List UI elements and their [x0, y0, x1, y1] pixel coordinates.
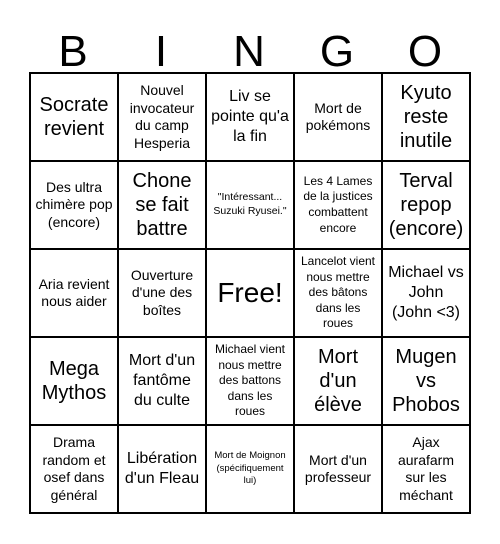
bingo-cell[interactable] — [206, 425, 294, 513]
bingo-cell[interactable] — [294, 161, 382, 249]
cell-text: Lancelot vient nous mettre des bâtons dans les roues — [300, 254, 376, 331]
bingo-cell[interactable] — [30, 161, 118, 249]
cell-text: Mort d'un élève — [314, 346, 362, 416]
cell-text: Kyuto reste inutile — [399, 82, 453, 152]
cell-text: Mort de pokémons — [305, 99, 371, 133]
header-letter-i: I — [154, 27, 168, 76]
bingo-cell[interactable] — [294, 73, 382, 161]
bingo-cell[interactable] — [382, 249, 470, 337]
cell-text: Des ultra chimère pop (encore) — [35, 178, 113, 230]
header-letter-o: O — [407, 27, 443, 76]
bingo-cell[interactable] — [382, 337, 470, 425]
bingo-cell[interactable] — [206, 337, 294, 425]
cell-text: Libération d'un Fleau — [124, 450, 200, 487]
cell-text: Michael vient nous mettre des battons dans les roues — [214, 342, 286, 419]
cell-text: Michael vs John (John <3) — [388, 264, 464, 321]
cell-text: "Intéressant... Suzuki Ryusei." — [213, 191, 287, 217]
bingo-cell[interactable] — [30, 337, 118, 425]
cell-text: Socrate revient — [39, 94, 109, 140]
cell-text: Mugen vs Phobos — [392, 346, 460, 416]
bingo-cell[interactable] — [382, 73, 470, 161]
bingo-cell[interactable] — [30, 425, 118, 513]
bingo-grid — [29, 72, 471, 514]
bingo-cell[interactable] — [382, 161, 470, 249]
header-letter-b: B — [58, 27, 88, 76]
bingo-cell[interactable] — [30, 73, 118, 161]
bingo-cell[interactable] — [118, 337, 206, 425]
cell-text: Chone se fait battre — [132, 170, 192, 240]
cell-text: Mort d'un professeur — [304, 451, 372, 485]
cell-text: Free! — [217, 276, 283, 308]
bingo-cell[interactable] — [118, 249, 206, 337]
cell-text: Ouverture d'une des boîtes — [130, 266, 194, 318]
header-letter-n: N — [233, 27, 265, 76]
cell-text: Terval repop (encore) — [388, 170, 464, 240]
bingo-cell[interactable] — [382, 425, 470, 513]
header-letter-g: G — [319, 27, 355, 76]
cell-text: Mort de Moignon (spécifiquement lui) — [214, 450, 286, 487]
cell-text: Mort d'un fantôme du culte — [128, 352, 196, 409]
cell-text: Ajax aurafarm sur les méchant — [397, 434, 455, 503]
bingo-cell[interactable] — [206, 73, 294, 161]
bingo-cell[interactable] — [118, 73, 206, 161]
cell-text: Drama random et osef dans général — [42, 434, 106, 503]
cell-text: Mega Mythos — [41, 358, 107, 404]
bingo-cell[interactable] — [118, 425, 206, 513]
cell-text: Nouvel invocateur du camp Hesperia — [129, 82, 195, 151]
free-cell[interactable] — [206, 249, 294, 337]
bingo-cell[interactable] — [294, 249, 382, 337]
cell-text: Les 4 Lames de la justices combattent encore — [303, 173, 373, 235]
bingo-cell[interactable] — [206, 161, 294, 249]
cell-text: Aria revient nous aider — [38, 275, 110, 309]
bingo-cell[interactable] — [294, 425, 382, 513]
bingo-cell[interactable] — [294, 337, 382, 425]
cell-text: Liv se pointe qu'a la fin — [211, 88, 289, 145]
bingo-cell[interactable] — [30, 249, 118, 337]
bingo-cell[interactable] — [118, 161, 206, 249]
